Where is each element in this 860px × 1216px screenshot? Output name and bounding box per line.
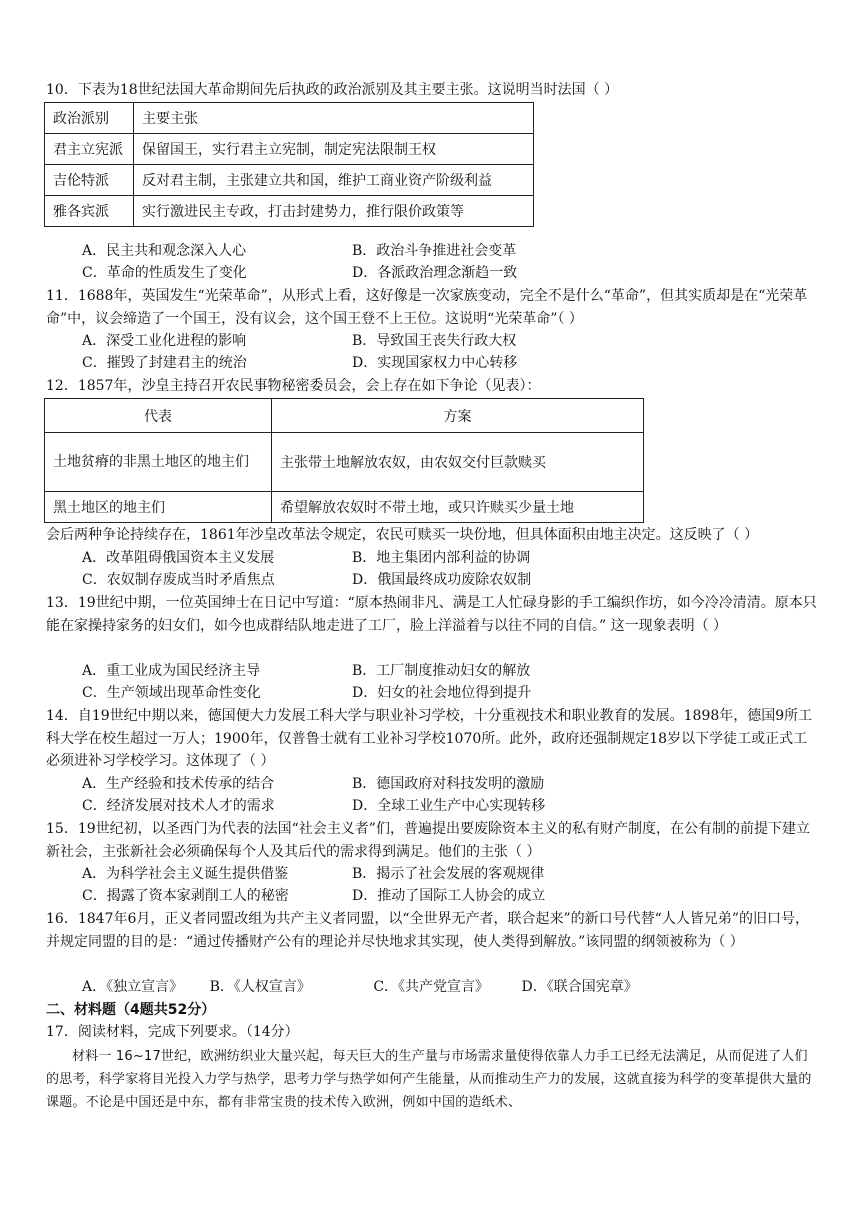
question-13-stem: 13．19世纪中期，一位英国绅士在日记中写道：“原本热闹非凡、满是工人忙碌身影的手工编织作坊，如今冷冷清清。原本只能在家操持家务的妇女们，如今也成群结队地走进了工厂，脸上洋溢着与以往不同的自信。” 这一现象表明（ ） xyxy=(46,595,817,634)
option-a[interactable]: A．重工业成为国民经济主导 xyxy=(82,663,261,679)
option-c[interactable]: C．摧毁了封建君主的统治 xyxy=(82,355,247,371)
option-a[interactable]: A．改革阻碍俄国资本主义发展 xyxy=(82,550,275,566)
option-d[interactable]: D．各派政治理念渐趋一致 xyxy=(352,265,518,281)
table-row xyxy=(45,433,644,492)
q14-options-row-1 xyxy=(82,773,822,795)
question-10-stem: 10．下表为18世纪法国大革命期间先后执政的政治派别及其主要主张。这说明当时法国（ ） xyxy=(46,82,619,98)
option-d[interactable]: D．实现国家权力中心转移 xyxy=(352,355,518,371)
option-d[interactable]: D．全球工业生产中心实现转移 xyxy=(352,798,546,814)
q15-options-row-1 xyxy=(82,863,822,885)
q14-options-row-2 xyxy=(82,795,822,817)
option-d[interactable]: D．《联合国宪章》 xyxy=(521,979,638,995)
q12-table xyxy=(44,398,644,523)
option-b[interactable]: B．政治斗争推进社会变革 xyxy=(352,243,517,259)
option-d[interactable]: D．妇女的社会地位得到提升 xyxy=(352,685,532,701)
q10-options-row-1 xyxy=(82,240,822,262)
question-17-stem: 17．阅读材料，完成下列要求。（14分） xyxy=(46,1024,299,1040)
option-c[interactable]: C．《共产党宣言》 xyxy=(373,979,490,995)
table-header-row xyxy=(45,103,534,134)
option-c[interactable]: C．经济发展对技术人才的需求 xyxy=(82,798,275,814)
option-b[interactable]: B．德国政府对科技发明的激励 xyxy=(352,776,545,792)
q13-options-row-1 xyxy=(82,660,822,682)
q10-table xyxy=(44,102,534,227)
option-b[interactable]: B．揭示了社会发展的客观规律 xyxy=(352,866,545,882)
option-a[interactable]: A．为科学社会主义诞生提供借鉴 xyxy=(82,866,289,882)
q12-options-row-2 xyxy=(82,569,822,591)
q16-options-row xyxy=(82,976,822,998)
option-c[interactable]: C．生产领域出现革命性变化 xyxy=(82,685,261,701)
option-c[interactable]: C．农奴制存废成当时矛盾焦点 xyxy=(82,572,275,588)
table-row xyxy=(45,492,644,523)
q12-followup: 会后两种争论持续存在，1861年沙皇改革法令规定，农民可赎买一块份地，但具体面积由地主决定。这反映了（ ） xyxy=(46,527,759,543)
q15-options-row-2 xyxy=(82,885,822,907)
table-cell: 希望解放农奴时不带土地，或只许赎买少量土地 xyxy=(272,492,644,523)
table-cell: 主张带土地解放农奴，由农奴交付巨款赎买 xyxy=(272,433,644,492)
q11-options-row-1 xyxy=(82,330,822,352)
option-b[interactable]: B．导致国王丧失行政大权 xyxy=(352,333,517,349)
section-heading: 二、材料题（4题共52分） xyxy=(46,1002,216,1018)
question-12-stem: 12．1857年，沙皇主持召开农民事物秘密委员会，会上存在如下争论（见表）： xyxy=(46,378,541,394)
question-16-stem: 16．1847年6月，正义者同盟改组为共产主义者同盟，以“全世界无产者，联合起来”的新口号代替“人人皆兄弟”的旧口号，并规定同盟的目的是：“通过传播财产公有的理论并尽快地求其实现，使人类得到解放。”该同盟的纲领被称为（ ） xyxy=(46,911,809,950)
option-a[interactable]: A．民主共和观念深入人心 xyxy=(82,243,247,259)
table-header-row xyxy=(45,399,644,433)
table-cell: 土地贫瘠的非黑土地区的地主们 xyxy=(45,433,272,492)
table-cell: 代表 xyxy=(45,399,272,433)
table-cell: 君主立宪派 xyxy=(45,134,134,165)
question-15-stem: 15．19世纪初，以圣西门为代表的法国“社会主义者”们，普遍提出要废除资本主义的私有财产制度，在公有制的前提下建立新社会，主张新社会必须确保每个人及其后代的需求得到满足。他们的主张（ ） xyxy=(46,821,810,860)
option-c[interactable]: C．革命的性质发生了变化 xyxy=(82,265,247,281)
question-11-stem: 11．1688年，英国发生“光荣革命”，从形式上看，这好像是一次家族变动，完全不是什么“革命”，但其实质却是在“光荣革命”中，议会缔造了一个国王，没有议会，这个国王登不上王位。这说明“光荣革命”（ ） xyxy=(46,288,808,327)
table-row xyxy=(45,134,534,165)
q13-options-row-2 xyxy=(82,682,822,704)
option-a[interactable]: A．生产经验和技术传承的结合 xyxy=(82,776,275,792)
table-cell: 反对君主制，主张建立共和国，维护工商业资产阶级利益 xyxy=(134,165,534,196)
table-row xyxy=(45,196,534,227)
option-d[interactable]: D．推动了国际工人协会的成立 xyxy=(352,888,546,904)
table-cell: 方案 xyxy=(272,399,644,433)
table-cell: 实行激进民主专政，打击封建势力，推行限价政策等 xyxy=(134,196,534,227)
question-14-stem: 14．自19世纪中期以来，德国便大力发展工科大学与职业补习学校，十分重视技术和职业教育的发展。1898年，德国9所工科大学在校生超过一万人；1900年，仅普鲁士就有工业补习学校1070所。此外，政府还强制规定18岁以下学徒工或正式工必须进补习学校学习。这体现了（ ） xyxy=(46,708,813,769)
option-c[interactable]: C．揭露了资本家剥削工人的秘密 xyxy=(82,888,289,904)
option-a[interactable]: A．深受工业化进程的影响 xyxy=(82,333,247,349)
option-a[interactable]: A．《独立宣言》 xyxy=(82,979,184,995)
table-cell: 主要主张 xyxy=(134,103,534,134)
table-cell: 保留国王，实行君主立宪制，制定宪法限制王权 xyxy=(134,134,534,165)
option-b[interactable]: B．工厂制度推动妇女的解放 xyxy=(352,663,531,679)
q10-options-row-2 xyxy=(82,262,822,284)
table-row xyxy=(45,165,534,196)
q12-options-row-1 xyxy=(82,547,822,569)
table-cell: 黑土地区的地主们 xyxy=(45,492,272,523)
material-one: 材料一 16~17世纪，欧洲纺织业大量兴起，每天巨大的生产量与市场需求量使得依靠人力手工已经无法满足，从而促进了人们的思考，科学家将目光投入力学与热学，思考力学与热学如何产生能量，从而推动生产力的发展，这就直接为科学的变革提供大量的课题。不论是中国还是中东，都有非常宝贵的技术传入欧洲，例如中国的造纸术、 xyxy=(46,1049,812,1110)
table-cell: 雅各宾派 xyxy=(45,196,134,227)
table-cell: 吉伦特派 xyxy=(45,165,134,196)
option-b[interactable]: B．地主集团内部利益的协调 xyxy=(352,550,531,566)
q11-options-row-2 xyxy=(82,352,822,374)
option-d[interactable]: D．俄国最终成功废除农奴制 xyxy=(352,572,532,588)
table-cell: 政治派别 xyxy=(45,103,134,134)
option-b[interactable]: B．《人权宣言》 xyxy=(209,979,311,995)
